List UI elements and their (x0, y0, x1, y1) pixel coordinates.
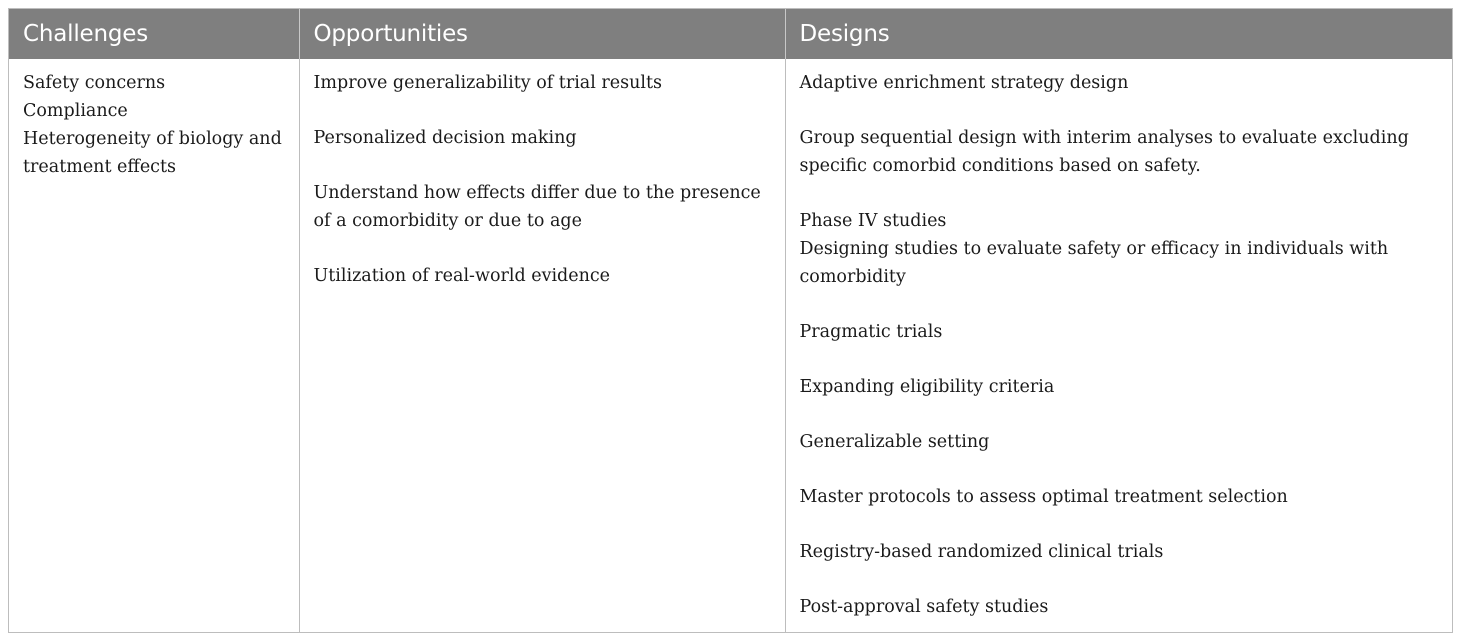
design-item: Group sequential design with interim analyses to evaluate excluding specific comorbid conditions based on safety. (799, 128, 1409, 176)
table-container (8, 8, 1453, 633)
header-row (9, 9, 1452, 59)
challenges-cell (9, 59, 299, 632)
design-item: Designing studies to evaluate safety or efficacy in individuals with comorbidity (799, 239, 1389, 287)
challenges-opportunities-designs-table (9, 9, 1452, 632)
opportunities-cell (299, 59, 785, 632)
design-item: Adaptive enrichment strategy design (799, 73, 1129, 93)
header-opportunities: Opportunities (299, 9, 785, 59)
header-challenges: Challenges (9, 9, 299, 59)
design-item: Pragmatic trials (799, 322, 943, 342)
header-designs: Designs (785, 9, 1452, 59)
challenge-item: Compliance (23, 101, 128, 121)
opportunity-item: Understand how effects differ due to the presence of a comorbidity or due to age (313, 183, 761, 231)
design-item: Phase IV studies (799, 211, 947, 231)
challenge-item: Safety concerns (23, 73, 166, 93)
design-item: Expanding eligibility criteria (799, 377, 1055, 397)
opportunity-item: Personalized decision making (313, 128, 577, 148)
opportunity-item: Improve generalizability of trial results (313, 73, 662, 93)
design-item: Registry-based randomized clinical trials (799, 542, 1164, 562)
table-header (9, 9, 1452, 59)
design-item: Master protocols to assess optimal treatment selection (799, 487, 1288, 507)
table-body (9, 59, 1452, 632)
design-item: Generalizable setting (799, 432, 990, 452)
designs-cell (785, 59, 1452, 632)
table-row (9, 59, 1452, 632)
challenge-item: Heterogeneity of biology and treatment effects (23, 129, 282, 177)
opportunity-item: Utilization of real-world evidence (313, 266, 611, 286)
design-item: Post-approval safety studies (799, 597, 1049, 617)
